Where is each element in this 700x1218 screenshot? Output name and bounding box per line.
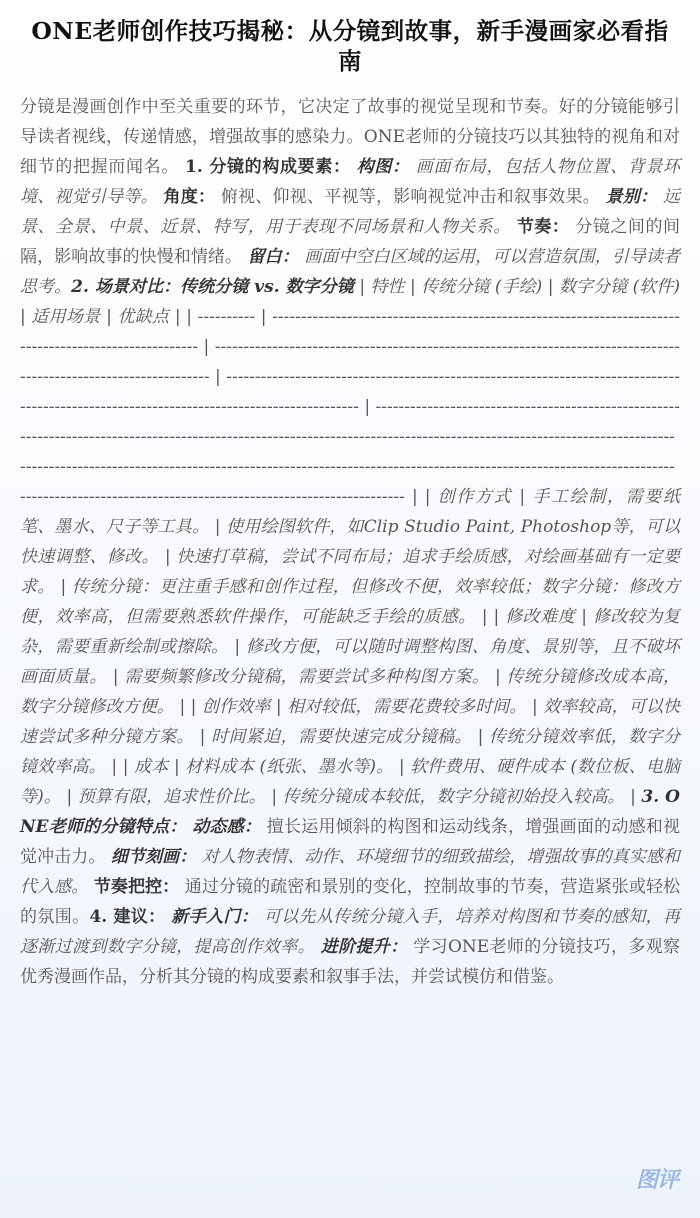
element-whitespace-label: 留白： bbox=[247, 247, 299, 267]
section4-heading: 4. 建议： bbox=[89, 907, 166, 927]
element-composition-text: 画面布局，包括人物位置、背景环境、视觉引导等。 bbox=[20, 157, 681, 207]
section2-heading: 2. 场景对比：传统分镜 vs. 数字分镜 bbox=[71, 277, 354, 297]
element-shot-text: 远景、全景、中景、近景、特写，用于表现不同场景和人物关系。 bbox=[20, 187, 680, 237]
comparison-table-rows: | 创作方式 | 手工绘制，需要纸笔、墨水、尺子等工具。 | 使用绘图软件，如Clip Studio Paint, Photoshop等，可以快速调整、修改。 | 快速打草稿，尝试不同布局；追求手绘质感，对绘画基础有一定要求。 | 传统分镜：更注重手感和创作过程，但修改不便，效率较低；数字分镜：修改方便，效率高，但需要熟悉软件操作，可能缺乏手绘的质感。 | | 修改难度 | 修改较为复杂，需要重新绘制或擦除。 | 修改方便，可以随时调整构图、角度、景别等，且不破坏画面质量。 | 需要频繁修改分镜稿，需要尝试多种构图方案。 | 传统分镜修改成本高，数字分镜修改方便。 | | 创作效率 | 相对较低，需要花费较多时间。 | 效率较高，可以快速尝试多种分镜方案。 | 时间紧迫，需要快速完成分镜稿。 | 传统分镜效率低，数字分镜效率高。 | | 成本 | 材料成本 (纸张、墨水等)。 | 软件费用、硬件成本 (数位板、电脑等)。 | 预算有限，追求性价比。 | 传统分镜成本较低，数字分镜初始投入较高。 | bbox=[20, 487, 680, 807]
article-title: ONE老师创作技巧揭秘：从分镜到故事，新手漫画家必看指南 bbox=[31, 17, 669, 75]
feature-detail-label: 细节刻画： bbox=[110, 847, 197, 867]
watermark-logo: 图评 bbox=[635, 1168, 678, 1193]
element-angle-label: 角度： bbox=[163, 187, 216, 207]
feature-rhythm-text: 通过分镜的疏密和景别的变化，控制故事的节奏，营造紧张或轻松的氛围。 bbox=[20, 877, 681, 927]
element-composition-label: 构图： bbox=[356, 157, 410, 177]
advice-beginner-label: 新手入门： bbox=[171, 907, 259, 927]
feature-detail-text: 对人物表情、动作、环境细节的细致描绘，增强故事的真实感和代入感。 bbox=[20, 847, 681, 897]
feature-dynamic-text: 擅长运用倾斜的构图和运动线条，增强画面的动感和视觉冲击力。 bbox=[20, 817, 681, 867]
article-body bbox=[20, 92, 680, 992]
comparison-table-header: | 特性 | 传统分镜 (手绘) | 数字分镜 (软件) | 适用场景 | 优缺点 | bbox=[20, 277, 681, 327]
intro-paragraph: 分镜是漫画创作中至关重要的环节，它决定了故事的视觉呈现和节奏。好的分镜能够引导读者视线，传递情感，增强故事的感染力。ONE老师的分镜技巧以其独特的视角和对细节的把握而闻名。 bbox=[20, 97, 680, 177]
advice-advanced-text: 学习ONE老师的分镜技巧，多观察优秀漫画作品，分析其分镜的构成要素和叙事手法，并尝试模仿和借鉴。 bbox=[20, 937, 681, 987]
comparison-table-separator: | ---------- | ------------------------------------------------------------------------------------------------------ | ------------------------------------------------------------------------------------------------------------------ | ------------------------------------------------------------------------------------------------------------------------------------------ | ------------------------------------------------------------------------------------------------------------------------------------------------------------------------------------------------------------------------------------------------------------------------------------------------------------------------------------------------------------ | bbox=[20, 307, 680, 507]
advice-advanced-label: 进阶提升： bbox=[320, 937, 408, 957]
element-shot-label: 景别： bbox=[605, 187, 658, 207]
section1-heading: 1. 分镜的构成要素： bbox=[185, 157, 351, 177]
feature-dynamic-label: 动态感： bbox=[192, 817, 262, 837]
element-rhythm-text: 分镜之间的间隔，影响故事的快慢和情绪。 bbox=[20, 217, 680, 267]
element-whitespace-text: 画面中空白区域的运用，可以营造氛围，引导读者思考。 bbox=[20, 247, 681, 297]
element-angle-text: 俯视、仰视、平视等，影响视觉冲击和叙事效果。 bbox=[220, 187, 601, 207]
advice-beginner-text: 可以先从传统分镜入手，培养对构图和节奏的感知，再逐渐过渡到数字分镜，提高创作效率。 bbox=[20, 907, 681, 957]
element-rhythm-label: 节奏： bbox=[516, 217, 570, 237]
feature-rhythm-label: 节奏把控： bbox=[93, 877, 180, 897]
section3-heading: 3. ONE老师的分镜特点： bbox=[20, 787, 680, 837]
